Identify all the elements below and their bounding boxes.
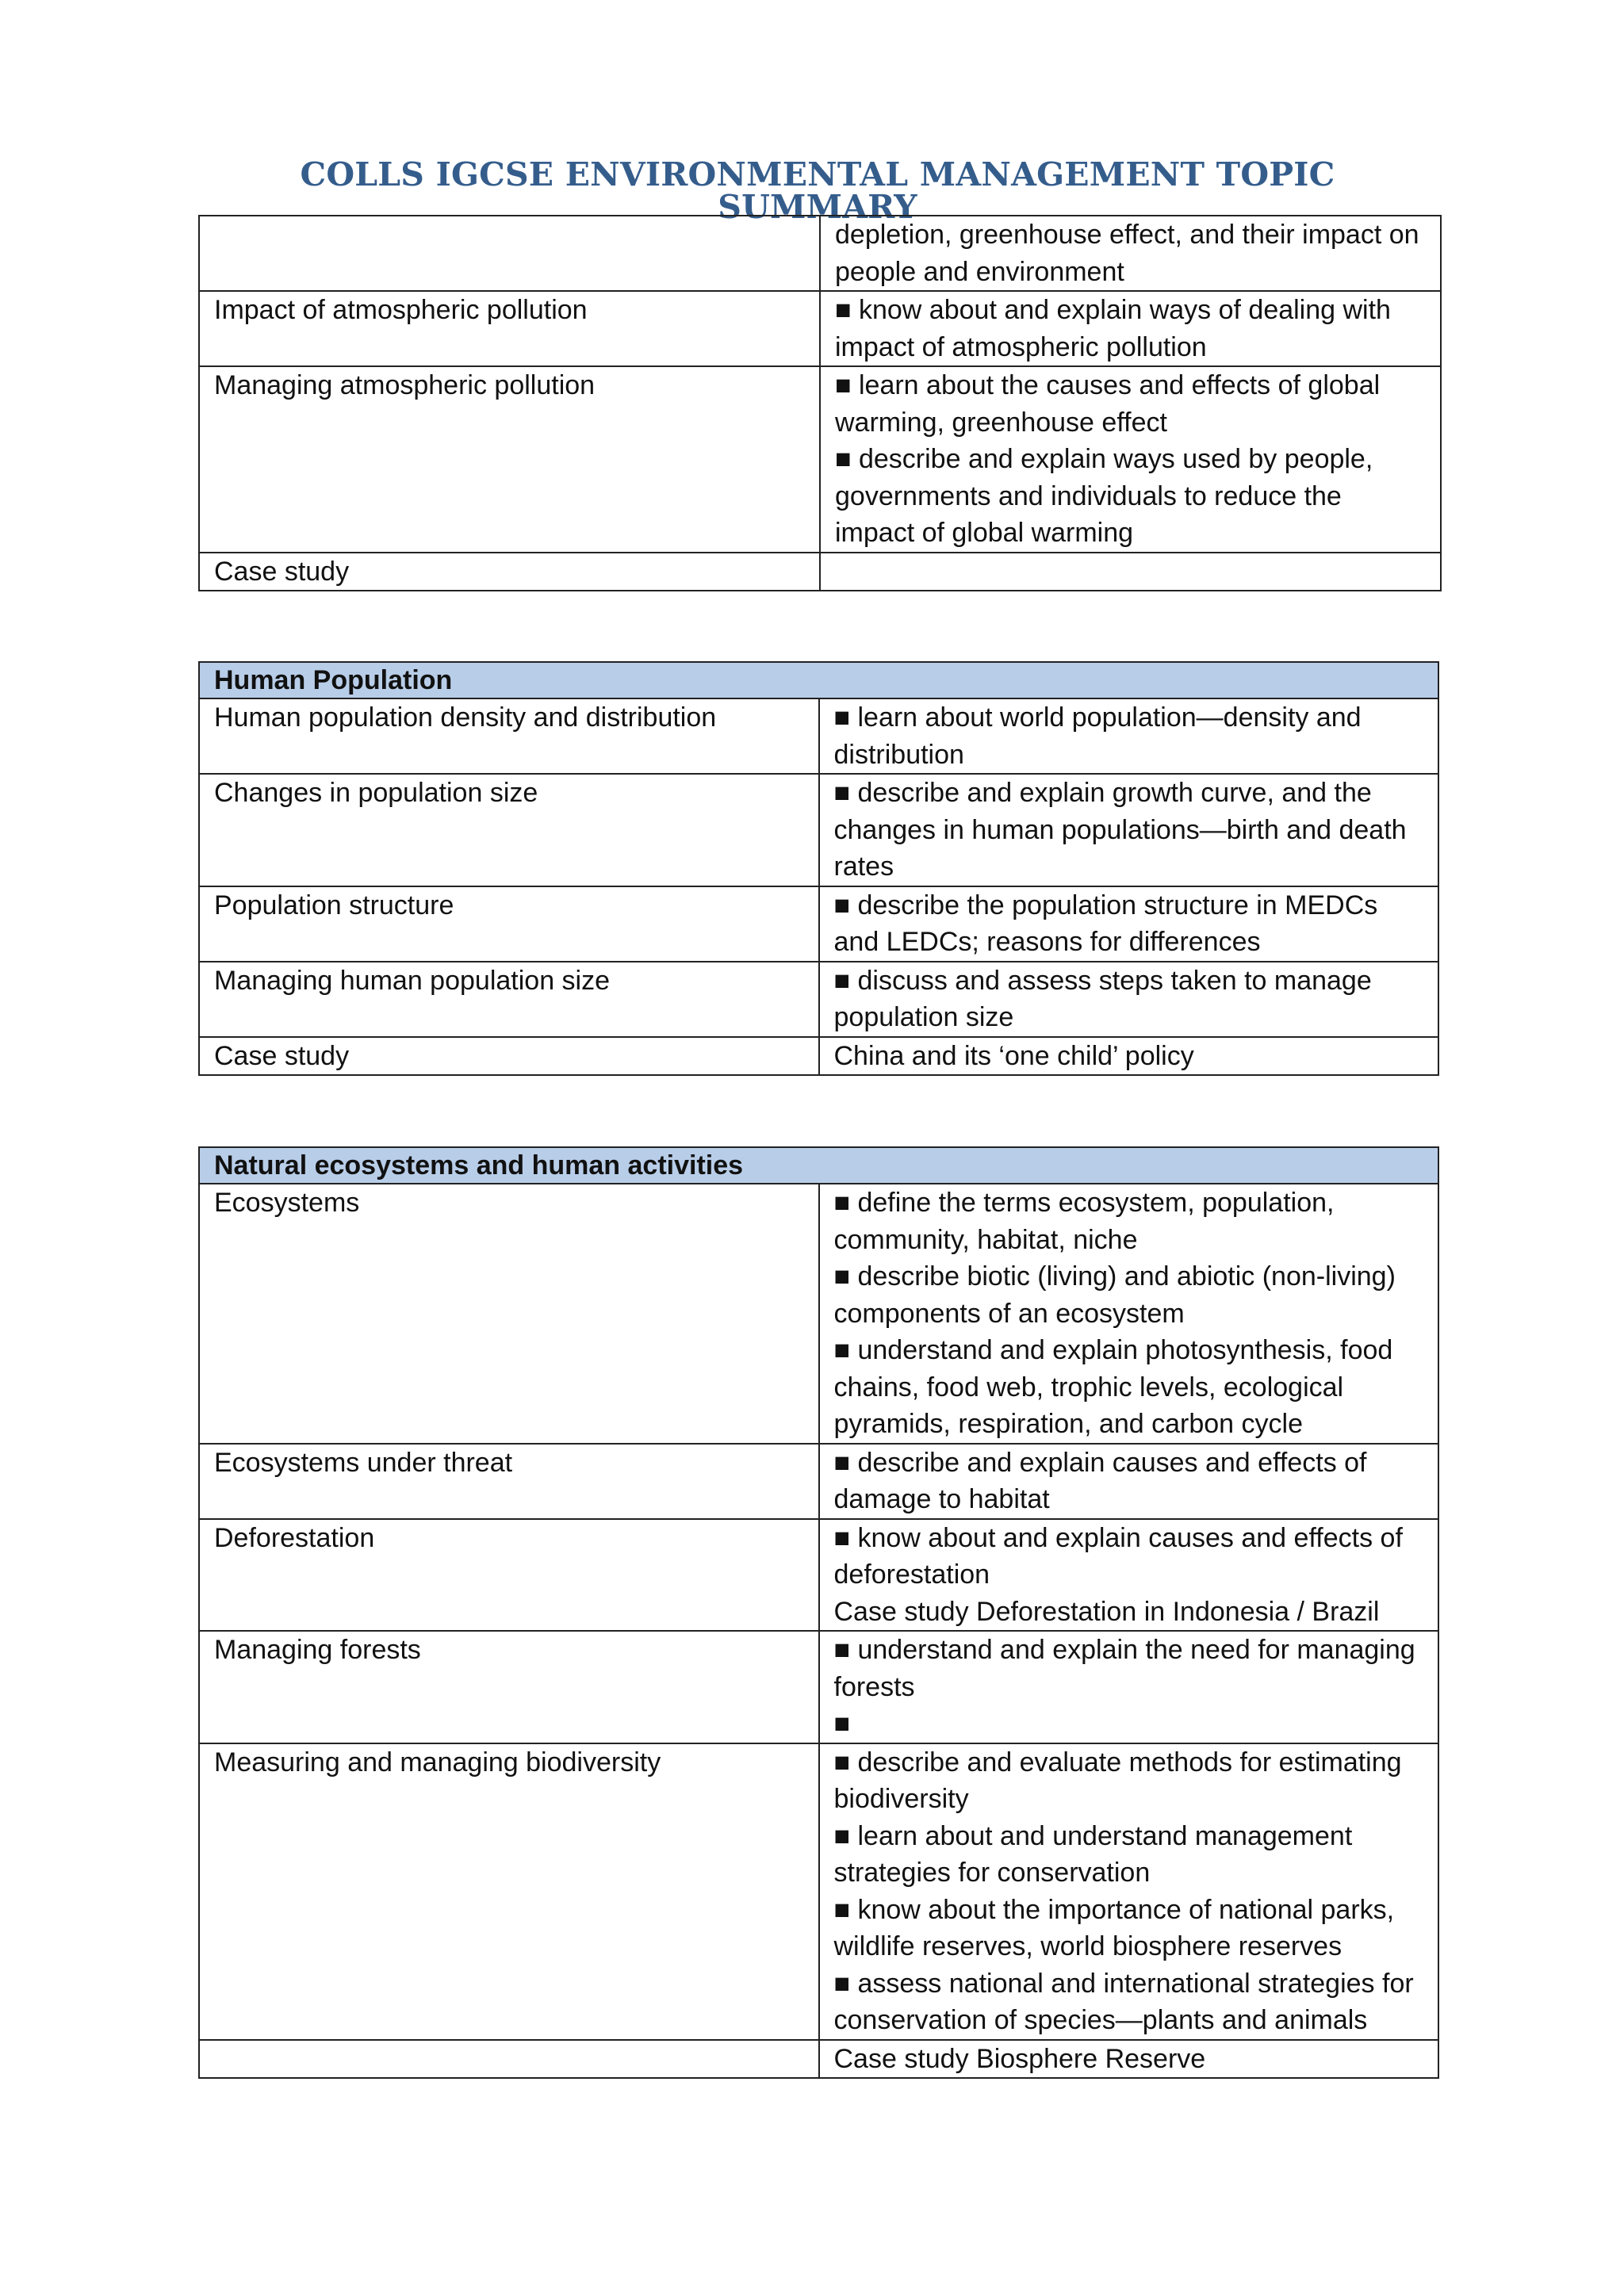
- table-row: [199, 962, 1438, 1037]
- detail-line: ■ describe and evaluate methods for estimating biodiversity: [833, 1747, 1409, 1814]
- details-cell: [819, 698, 1439, 774]
- table-row: [199, 698, 1438, 774]
- details-cell: [820, 216, 1441, 291]
- detail-line: ■ describe biotic (living) and abiotic (non-living) components of an ecosystem: [833, 1261, 1404, 1329]
- detail-line: ■ learn about and understand management strategies for conservation: [833, 1820, 1360, 1888]
- table-row: [199, 774, 1438, 886]
- table-row: [199, 1184, 1438, 1444]
- detail-line: ■ know about the importance of national parks, wildlife reserves, world biosphere reserves: [833, 1894, 1402, 1961]
- details-cell: [819, 886, 1439, 962]
- detail-line: ■ define the terms ecosystem, population, community, habitat, niche: [833, 1188, 1342, 1255]
- details-cell: [820, 553, 1441, 591]
- topic-cell: [199, 216, 820, 291]
- topic-cell: Impact of atmospheric pollution: [199, 291, 820, 366]
- page-title: COLLS IGCSE ENVIRONMENTAL MANAGEMENT TOPIC SUMMARY: [300, 155, 1335, 226]
- details-cell: [819, 1184, 1439, 1444]
- detail-line: ■ learn about the causes and effects of global warming, greenhouse effect: [835, 370, 1388, 438]
- section-heading: Natural ecosystems and human activities: [199, 1147, 1438, 1184]
- topic-cell: Ecosystems: [199, 1184, 819, 1444]
- natural-ecosystems-table: [198, 1146, 1439, 2079]
- table-heading-row: [199, 662, 1438, 698]
- details-cell: [819, 2040, 1439, 2079]
- detail-line: Case study Biosphere Reserve: [833, 2043, 1206, 2074]
- table-row: [199, 553, 1441, 591]
- table-row: [199, 1444, 1438, 1519]
- topic-cell: Changes in population size: [199, 774, 819, 886]
- detail-line: ■ describe and explain causes and effects of damage to habitat: [833, 1447, 1374, 1514]
- topic-cell: [199, 2040, 819, 2079]
- topic-cell: Case study: [199, 553, 820, 591]
- details-cell: [819, 1631, 1439, 1743]
- detail-line: ■ describe and explain growth curve, and the changes in human populations—birth and death rates: [833, 778, 1415, 882]
- details-cell: [820, 291, 1441, 366]
- topic-cell: Population structure: [199, 886, 819, 962]
- detail-line: ■ describe and explain ways used by people, governments and individuals to reduce the impact of global warming: [835, 444, 1381, 548]
- details-cell: [819, 1519, 1439, 1632]
- topic-cell: Managing forests: [199, 1631, 819, 1743]
- table-row: [199, 1631, 1438, 1743]
- details-cell: [819, 962, 1439, 1037]
- table-row: [199, 366, 1441, 553]
- topic-cell: Deforestation: [199, 1519, 819, 1632]
- detail-line: [835, 553, 1426, 591]
- table-row: [199, 291, 1441, 366]
- topic-cell: Human population density and distribution: [199, 698, 819, 774]
- detail-line: ■ understand and explain photosynthesis, food chains, food web, trophic levels, ecological pyramids, respiration, and carbon cycle: [833, 1335, 1400, 1439]
- atmospheric-pollution-table: [198, 215, 1442, 591]
- table-heading-row: [199, 1147, 1438, 1184]
- human-population-table: [198, 661, 1439, 1076]
- section-heading: Human Population: [199, 662, 1438, 698]
- topic-cell: Measuring and managing biodiversity: [199, 1743, 819, 2040]
- detail-line: ■ understand and explain the need for managing forests: [833, 1635, 1423, 1702]
- details-cell: [819, 1743, 1439, 2040]
- table-row: [199, 1519, 1438, 1632]
- detail-line: ■ assess national and international strategies for conservation of species—plants and animals: [833, 1968, 1422, 2035]
- topic-cell: Case study: [199, 1037, 819, 1076]
- details-cell: [819, 1037, 1439, 1076]
- detail-line: Case study Deforestation in Indonesia / Brazil: [833, 1596, 1380, 1627]
- topic-cell: Ecosystems under threat: [199, 1444, 819, 1519]
- detail-line: China and its ‘one child’ policy: [833, 1040, 1194, 1071]
- detail-line: ■ know about and explain causes and effects of deforestation: [833, 1522, 1411, 1590]
- detail-line: ■ learn about world population—density and distribution: [833, 702, 1369, 770]
- details-cell: [819, 774, 1439, 886]
- details-cell: [820, 366, 1441, 553]
- details-cell: [819, 1444, 1439, 1519]
- detail-line: ■ discuss and assess steps taken to manage population size: [833, 965, 1380, 1032]
- detail-line: ■ describe the population structure in MEDCs and LEDCs; reasons for differences: [833, 890, 1385, 957]
- topic-cell: Managing atmospheric pollution: [199, 366, 820, 553]
- table-row: [199, 886, 1438, 962]
- detail-line: depletion, greenhouse effect, and their impact on people and environment: [835, 220, 1427, 287]
- detail-line: ■ know about and explain ways of dealing with impact of atmospheric pollution: [835, 295, 1399, 362]
- topic-cell: Managing human population size: [199, 962, 819, 1037]
- detail-line: ■: [833, 1709, 851, 1739]
- table-row: [199, 2040, 1438, 2079]
- table-row: [199, 1743, 1438, 2040]
- table-row: [199, 1037, 1438, 1076]
- table-row: [199, 216, 1441, 291]
